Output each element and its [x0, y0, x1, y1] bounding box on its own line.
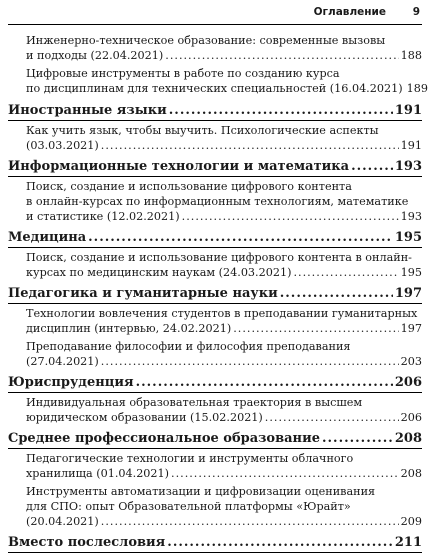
- toc-page-number: 195: [400, 266, 422, 279]
- toc-entry-text: Индивидуальная образовательная траектория в высшем: [26, 396, 363, 409]
- toc-entry-text: и подходы (22.04.2021): [26, 49, 164, 62]
- toc-page-number: 189: [406, 82, 428, 95]
- toc-entry-text: и статистике (12.02.2021): [26, 210, 180, 223]
- toc-section-title: Информационные технологии и математика: [8, 159, 350, 174]
- toc-entry-text: хранилища (01.04.2021): [26, 467, 170, 480]
- toc-section-heading[interactable]: [8, 158, 422, 176]
- toc-entry-text: Преподавание философии и философия преподавания: [26, 340, 351, 353]
- toc-entry-text: Как учить язык, чтобы выучить. Психологические аспекты: [26, 124, 379, 137]
- toc-section-title: Иностранные языки: [8, 103, 167, 118]
- dot-leader: [171, 466, 399, 481]
- toc-entry[interactable]: [26, 33, 422, 63]
- section-separator: [8, 448, 422, 449]
- toc-section-title: Медицина: [8, 230, 87, 245]
- toc-entry-text: (03.03.2021): [26, 139, 99, 152]
- toc-page-number: 191: [400, 139, 422, 152]
- toc-entry-text: Цифровые инструменты в работе по созданию курса: [26, 67, 340, 80]
- toc-entry-text: Технологии вовлечения студентов в преподавании гуманитарных: [26, 307, 418, 320]
- toc-section-heading[interactable]: [8, 229, 422, 247]
- dot-leader: [169, 102, 393, 120]
- toc-entry[interactable]: [26, 339, 422, 369]
- section-separator: [8, 120, 422, 121]
- toc-page-number: 188: [400, 49, 422, 62]
- toc-entry[interactable]: [26, 123, 422, 153]
- dot-leader: [101, 138, 399, 153]
- toc-entry[interactable]: [26, 451, 422, 481]
- toc-section-title: Вместо послесловия: [8, 535, 166, 550]
- toc-section-heading[interactable]: [8, 430, 422, 448]
- table-of-contents: [8, 33, 428, 553]
- toc-section-title: Педагогика и гуманитарные науки: [8, 286, 278, 301]
- toc-page-number: 197: [400, 322, 422, 335]
- toc-entry-text: в онлайн-курсах по информационным технологиям, математике: [26, 195, 409, 208]
- toc-section-title: Среднее профессиональное образование: [8, 431, 320, 446]
- dot-leader: [233, 321, 398, 336]
- toc-page-number: 206: [400, 411, 422, 424]
- toc-section-page-number: 197: [394, 286, 422, 301]
- toc-entry[interactable]: [26, 179, 422, 224]
- running-header: [8, 6, 420, 22]
- toc-entry-text: курсах по медицинским наукам (24.03.2021): [26, 266, 292, 279]
- dot-leader: [293, 265, 398, 280]
- toc-section-heading[interactable]: [8, 285, 422, 303]
- toc-section-title: Юриспруденция: [8, 375, 134, 390]
- dot-leader: [265, 410, 399, 425]
- toc-section-heading[interactable]: [8, 374, 422, 392]
- dot-leader: [165, 48, 398, 63]
- section-separator: [8, 176, 422, 177]
- running-header-page-number: 9: [412, 6, 420, 18]
- toc-entry[interactable]: [26, 484, 422, 529]
- toc-section-page-number: 193: [394, 159, 422, 174]
- toc-section-heading[interactable]: [8, 534, 422, 552]
- toc-section-page-number: 195: [394, 230, 422, 245]
- toc-section-heading[interactable]: [8, 102, 422, 120]
- toc-entry-text: по дисциплинам для технических специальностей (16.04.2021): [26, 82, 403, 95]
- toc-page-number: 208: [400, 467, 422, 480]
- toc-entry[interactable]: [26, 395, 422, 425]
- section-separator: [8, 392, 422, 393]
- toc-page-number: 193: [400, 210, 422, 223]
- toc-section-page-number: 206: [394, 375, 422, 390]
- toc-entry[interactable]: [26, 306, 422, 336]
- dot-leader: [182, 209, 399, 224]
- dot-leader: [101, 354, 399, 369]
- toc-page-number: 209: [400, 515, 422, 528]
- dot-leader: [351, 158, 393, 176]
- toc-section-page-number: 208: [394, 431, 422, 446]
- dot-leader: [167, 534, 393, 552]
- toc-entry-text: юридическом образовании (15.02.2021): [26, 411, 263, 424]
- toc-entry-text: Поиск, создание и использование цифрового контента в онлайн-: [26, 251, 412, 264]
- toc-entry[interactable]: [26, 66, 428, 96]
- toc-entry-text: (20.04.2021): [26, 515, 99, 528]
- toc-entry[interactable]: [26, 250, 422, 280]
- dot-leader: [101, 514, 399, 529]
- dot-leader: [88, 229, 393, 247]
- toc-entry-text: (27.04.2021): [26, 355, 99, 368]
- toc-page-number: 203: [400, 355, 422, 368]
- toc-entry-text: Педагогические технологии и инструменты облачного: [26, 452, 354, 465]
- toc-entry-text: Инструменты автоматизации и цифровизации оценивания: [26, 485, 376, 498]
- dot-leader: [280, 285, 393, 303]
- header-rule: [8, 24, 422, 25]
- section-separator: [8, 247, 422, 248]
- toc-section-page-number: 191: [394, 103, 422, 118]
- toc-section-page-number: 211: [394, 535, 422, 550]
- dot-leader: [322, 430, 393, 448]
- toc-entry-text: для СПО: опыт Образовательной платформы «Юрайт»: [26, 500, 351, 513]
- dot-leader: [136, 374, 393, 392]
- section-separator: [8, 303, 422, 304]
- toc-entry-text: Инженерно-техническое образование: современные вызовы: [26, 34, 386, 47]
- running-header-title: Оглавление: [313, 6, 386, 18]
- toc-entry-text: дисциплин (интервью, 24.02.2021): [26, 322, 232, 335]
- toc-entry-text: Поиск, создание и использование цифрового контента: [26, 180, 352, 193]
